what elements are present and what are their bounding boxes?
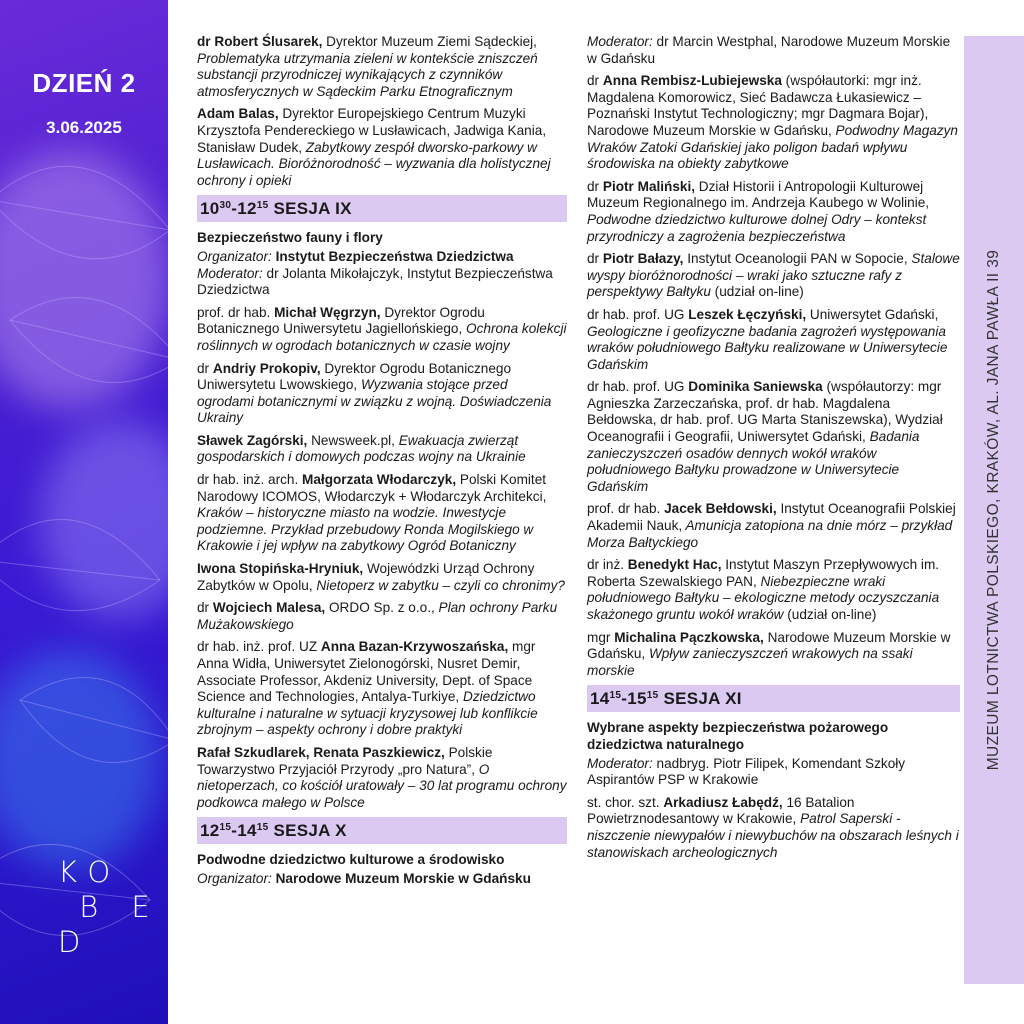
decorative-side-panel xyxy=(0,0,168,1024)
kobed-logo: KO B E D xyxy=(58,855,162,959)
program-entry: dr hab. prof. UG Dominika Saniewska (współautorzy: mgr Agnieszka Zarzeczańska, prof. dr hab. Magdalena Bełdowska, dr hab. prof. UG Marta Staniszewska), Wydział Oceanografii i Geografii, Uniwersytet Gdański, Badania zanieczyszczeń osadów dennych wokół wraków południowego Bałtyku prowadzone w Uniwersytecie Gdańskim xyxy=(587,379,943,494)
day-label: DZIEŃ 2 xyxy=(32,68,136,98)
program-entry: dr Andriy Prokopiv, Dyrektor Ogrodu Botanicznego Uniwersytetu Lwowskiego, Wyzwania stojące przed ogrodami botanicznymi w związku z wojną. Doświadczenia Ukrainy xyxy=(197,360,552,426)
session-topic: Wybrane aspekty bezpieczeństwa pożarowego dziedzictwa naturalnego xyxy=(587,720,889,752)
session-organizer: Organizator: Narodowe Muzeum Morskie w Gdańsku xyxy=(197,870,531,886)
venue-location: MUZEUM LOTNICTWA POLSKIEGO, KRAKÓW, AL. JANA PAWŁA II 39 xyxy=(985,249,1002,771)
program-column-left xyxy=(197,34,567,888)
program-entry: dr Piotr Bałazy, Instytut Oceanologii PAN w Sopocie, Stalowe wyspy bioróżnorodności – wraki jako sztuczne rafy z perspektywy Bałtyku (udział on-line) xyxy=(587,251,960,300)
program-entry: dr Wojciech Malesa, ORDO Sp. z o.o., Plan ochrony Parku Mużakowskiego xyxy=(197,600,558,632)
program-entry: mgr Michalina Pączkowska, Narodowe Muzeum Morskie w Gdańsku, Wpływ zanieczyszczeń wrakowych na ssaki morskie xyxy=(587,629,951,678)
session-moderator: Moderator: nadbryg. Piotr Filipek, Komendant Szkoły Aspirantów PSP w Krakowie xyxy=(587,755,906,788)
program-entry: dr hab. prof. UG Leszek Łęczyński, Uniwersytet Gdański, Geologiczne i geofizyczne badania zagrożeń występowania wraków południowego Bałtyku realizowane w Uniwersytecie Gdańskim xyxy=(587,306,948,372)
program-entry: dr Anna Rembisz-Lubiejewska (współautorki: mgr inż. Magdalena Komorowicz, Sieć Badawcza Łukasiewicz – Poznański Instytut Technologiczny; mgr Dagmara Bojar), Narodowe Muzeum Morskie w Gdańsku, Podwodny Magazyn Wraków Zatoki Gdańskiej jako poligon badań wpływu środowiska na obiekty zabytkowe xyxy=(587,73,958,172)
session-moderator: Moderator: dr Marcin Westphal, Narodowe Muzeum Morskie w Gdańsku xyxy=(587,34,951,66)
program-entry: Sławek Zagórski, Newsweek.pl, Ewakuacja zwierząt gospodarskich i domowych podczas wojny na Ukrainie xyxy=(197,432,526,465)
program-entry: dr hab. inż. prof. UZ Anna Bazan-Krzywoszańska, mgr Anna Widła, Uniwersytet Zielonogórski, Nusret Demir, Associate Professor, Akdeniz University, Dept. of Space Science and Technologies, Antalya-Turkiye, Dziedzictwo kulturalne i naturalne w sytuacji kryzysowej lub konflikcie zbrojnym – aspekty ochrony i dobre praktyki xyxy=(197,639,538,738)
session-topic: Podwodne dziedzictwo kulturowe a środowisko xyxy=(197,852,505,868)
session-header-xi: $14^{15}-15^{15}$ SESJA XI xyxy=(587,685,960,712)
program-entry: dr inż. Benedykt Hac, Instytut Maszyn Przepływowych im. Roberta Szewalskiego PAN, Niebezpieczne wraki południowego Bałtyku – ekologiczne metody oczyszczania skażonego gruntu wokół wraków (udział on-line) xyxy=(587,557,940,622)
program-entry: dr Piotr Maliński, Dział Historii i Antropologii Kulturowej Muzeum Regionalnego im. Andrzeja Kaubego w Wolinie, Podwodne dziedzictwo kulturowe dolnej Odry – kontekst przyrodniczy a zagrożenia bezpieczeństwa xyxy=(587,178,930,244)
program-entry: Adam Balas, Dyrektor Europejskiego Centrum Muzyki Krzysztofa Pendereckiego w Lusławicach, Jadwiga Kania, Stanisław Dudek, Zabytkowy zespół dworsko-parkowy w Lusławicach. Bioróżnorodność – wyzwania dla holistycznej ochrony i opieki xyxy=(197,106,551,188)
session-moderator: Moderator: dr Jolanta Mikołajczyk, Instytut Bezpieczeństwa Dziedzictwa xyxy=(197,265,553,298)
program-column-right xyxy=(587,34,960,867)
program-entry: st. chor. szt. Arkadiusz Łabędź, 16 Batalion Powietrznodesantowy w Krakowie, Patrol Saperski - niszczenie niewypałów i niewybuchów na obszarach leśnych i stanowiskach archeologicznych xyxy=(587,794,959,860)
program-entry: prof. dr hab. Michał Węgrzyn, Dyrektor Ogrodu Botanicznego Uniwersytetu Jagiellońskiego, Ochrona kolekcji roślinnych w ogrodach botanicznych w czasie wojny xyxy=(197,304,567,353)
program-entry: prof. dr hab. Jacek Bełdowski, Instytut Oceanografii Polskiej Akademii Nauk, Amunicja zatopiona na dnie mórz – przykład Morza Bałtyckiego xyxy=(587,501,956,550)
program-entry: Iwona Stopińska-Hryniuk, Wojewódzki Urząd Ochrony Zabytków w Opolu, Nietoperz w zabytku – czyli co chronimy? xyxy=(197,561,565,593)
day-date: 3.06.2025 xyxy=(46,118,122,137)
session-topic: Bezpieczeństwo fauny i flory xyxy=(197,230,383,246)
program-entry: Rafał Szkudlarek, Renata Paszkiewicz, Polskie Towarzystwo Przyjaciół Przyrody „pro Natura”, O nietoperzach, co kościół uratowały – 30 lat programu ochrony podkowca małego w Polsce xyxy=(197,744,567,810)
session-header-x: $12^{15}-14^{15}$ SESJA X xyxy=(197,817,567,844)
session-header-ix: $10^{30}-12^{15}$ SESJA IX xyxy=(197,195,567,222)
session-organizer: Organizator: Instytut Bezpieczeństwa Dziedzictwa xyxy=(197,248,514,264)
program-entry: dr Robert Ślusarek, Dyrektor Muzeum Ziemi Sądeckiej, Problematyka utrzymania zieleni w kontekście zniszczeń substancji przyrodniczej wynikających z czynników atmosferycznych w Sądeckim Parku Etnograficznym xyxy=(197,34,538,99)
program-entry: dr hab. inż. arch. Małgorzata Włodarczyk, Polski Komitet Narodowy ICOMOS, Włodarczyk + Włodarczyk Architekci, Kraków – historyczne miasto na wodzie. Inwestycje podziemne. Przykład przebudowy Ronda Mogilskiego w Krakowie i jej wpływ na zabytkowy Ogród Botaniczny xyxy=(197,472,547,554)
